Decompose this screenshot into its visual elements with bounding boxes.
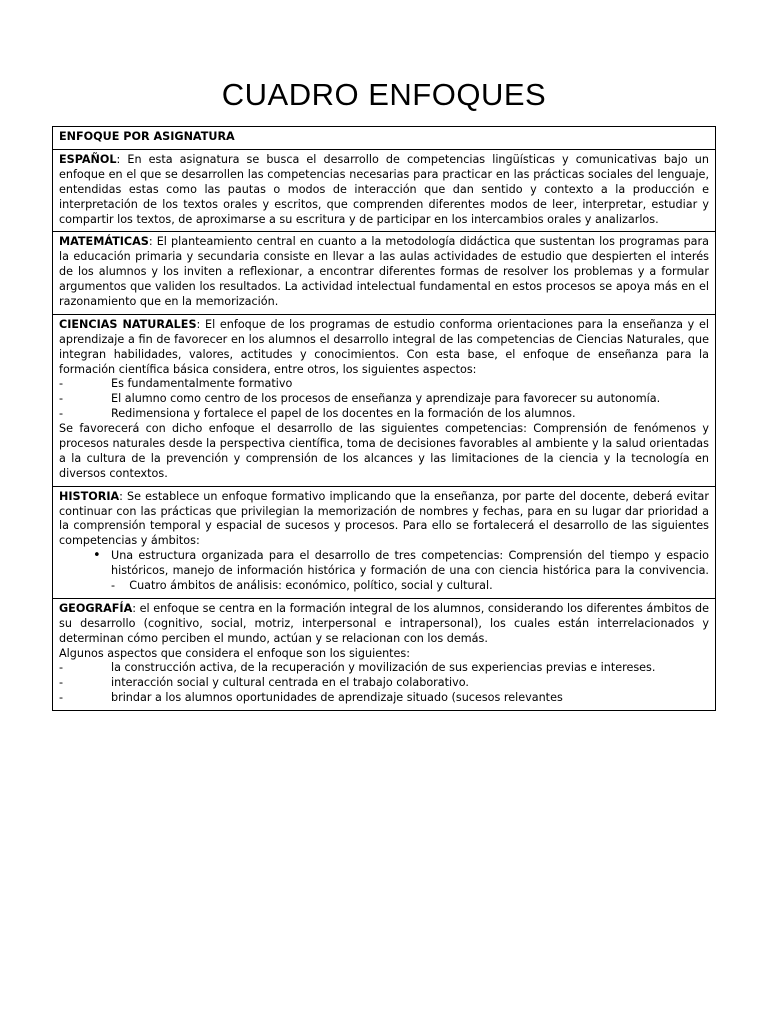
subject-label-ciencias: CIENCIAS NATURALES <box>59 317 197 331</box>
list-item <box>59 392 709 407</box>
geografia-intro: Algunos aspectos que considera el enfoque son los siguientes: <box>59 646 411 660</box>
list-item-label: interacción social y cultural centrada en el trabajo colaborativo. <box>111 676 469 690</box>
list-item <box>93 549 709 579</box>
list-item-label: la construcción activa, de la recuperación y movilización de sus experiencias previas e intereses. <box>111 661 656 675</box>
row-espanol-body: En esta asignatura se busca el desarrollo de competencias lingüísticas y comunicativas bajo un enfoque en el que se desarrollen las competencias necesarias para practicar en las prácticas sociales del lenguaje, entendidas estas como las pautas o modos de interacción que dan sentido y contexto a la producción e interpretación de los textos orales y escritos, que comprenden diferentes modos de leer, interpretar, estudiar y compartir los textos, de aproximarse a su escritura y de participar en los intercambios orales y analizarlos. <box>59 152 709 226</box>
bullet-dot-icon: • <box>93 548 101 564</box>
subject-label-geografia: GEOGRAFÍA <box>59 601 133 615</box>
enfoques-table <box>52 126 716 711</box>
table-row <box>53 232 716 314</box>
subject-label-espanol: ESPAÑOL <box>59 152 117 166</box>
subject-label-matematicas: MATEMÁTICAS <box>59 235 149 249</box>
dash-marker: - <box>59 377 64 391</box>
subject-separator-matematicas: : <box>148 235 153 249</box>
row-historia-text <box>59 490 709 550</box>
table-row <box>53 598 716 710</box>
row-espanol-text <box>59 153 709 227</box>
list-item <box>59 377 709 392</box>
ciencias-dash-list <box>59 377 709 422</box>
table-header-cell: ENFOQUE POR ASIGNATURA <box>53 127 716 150</box>
row-historia-body: Se establece un enfoque formativo implicando que la enseñanza, por parte del docente, deberá evitar continuar con las prácticas que privilegian la memorización de nombres y fechas, para en su lugar dar prioridad a la comprensión temporal y espacial de sucesos y procesos. Para ello se fortalecerá el desarrollo de las siguientes competencias y ámbitos: <box>59 489 709 548</box>
subject-label-historia: HISTORIA <box>59 489 120 503</box>
dash-marker: - <box>59 661 64 675</box>
historia-indent-label: Cuatro ámbitos de análisis: económico, político, social y cultural. <box>129 579 493 593</box>
list-item <box>59 691 709 706</box>
list-item-label: Redimensiona y fortalece el papel de los docentes en la formación de los alumnos. <box>111 407 576 421</box>
page-title: CUADRO ENFOQUES <box>221 77 547 112</box>
list-item <box>59 661 709 676</box>
ciencias-closing: Se favorecerá con dicho enfoque el desarrollo de las siguientes competencias: Comprensión de fenómenos y procesos naturales desde la perspectiva científica, toma de decisiones favorables al ambiente y la salud orientadas a la cultura de la prevención y comprensión de los alcances y las limitaciones de la ciencia y la tecnología en diversos contextos. <box>59 422 709 480</box>
list-item-label: brindar a los alumnos oportunidades de aprendizaje situado (sucesos relevantes <box>111 691 563 705</box>
row-ciencias-text <box>59 318 709 378</box>
dash-marker: - <box>59 392 64 406</box>
subject-separator-historia: : <box>119 489 123 503</box>
dash-marker: - <box>59 407 64 421</box>
indent-dash-marker: - <box>111 579 116 593</box>
list-item-label: Una estructura organizada para el desarrollo de tres competencias: Comprensión del tiempo y espacio históricos, manejo de información histórica y formación de una con ciencia histórica para la convivencia. <box>111 549 709 578</box>
row-espanol <box>53 149 716 231</box>
table-row <box>53 314 716 486</box>
geografia-dash-list <box>59 661 709 706</box>
dash-marker: - <box>59 691 64 705</box>
row-matematicas-text <box>59 235 709 309</box>
subject-separator-ciencias: : <box>196 317 201 331</box>
row-geografia <box>53 598 716 710</box>
row-ciencias-body: El enfoque de los programas de estudio conforma orientaciones para la enseñanza y el aprendizaje a fin de favorecer en los alumnos el desarrollo integral de las competencias de Ciencias Naturales, que integran habilidades, valores, actitudes y conocimientos. Con esta base, el enfoque de enseñanza para la formación científica básica considera, entre otros, los siguientes aspectos: <box>59 317 709 376</box>
row-geografia-text <box>59 602 709 647</box>
table-header-row <box>53 127 716 150</box>
list-item-label: Es fundamentalmente formativo <box>111 377 293 391</box>
list-item-label: El alumno como centro de los procesos de enseñanza y aprendizaje para favorecer su autonomía. <box>111 392 661 406</box>
row-matematicas <box>53 232 716 314</box>
historia-indent-line <box>59 579 709 594</box>
list-item <box>59 676 709 691</box>
dash-marker: - <box>59 676 64 690</box>
row-ciencias-naturales <box>53 314 716 486</box>
list-item <box>59 407 709 422</box>
row-matematicas-body: El planteamiento central en cuanto a la metodología didáctica que sustentan los programas para la educación primaria y secundaria consiste en llevar a las aulas actividades de estudio que despierten el interés de los alumnos y los inviten a reflexionar, a encontrar diferentes formas de resolver los problemas y a formular argumentos que validen los resultados. La actividad intelectual fundamental en estos procesos se apoya más en el razonamiento que en la memorización. <box>59 235 709 308</box>
historia-dot-list <box>59 549 709 579</box>
table-row <box>53 149 716 231</box>
table-row <box>53 486 716 598</box>
row-historia <box>53 486 716 598</box>
subject-separator-espanol: : <box>116 152 121 166</box>
subject-separator-geografia: : <box>132 601 137 615</box>
row-geografia-body: el enfoque se centra en la formación integral de los alumnos, considerando los diferentes ámbitos de su desarrollo (cognitivo, social, motriz, interpersonal e intrapersonal), los cuales están interrelacionados y determinan cómo perciben el mundo, actúan y se relacionan con los demás. <box>59 601 709 645</box>
